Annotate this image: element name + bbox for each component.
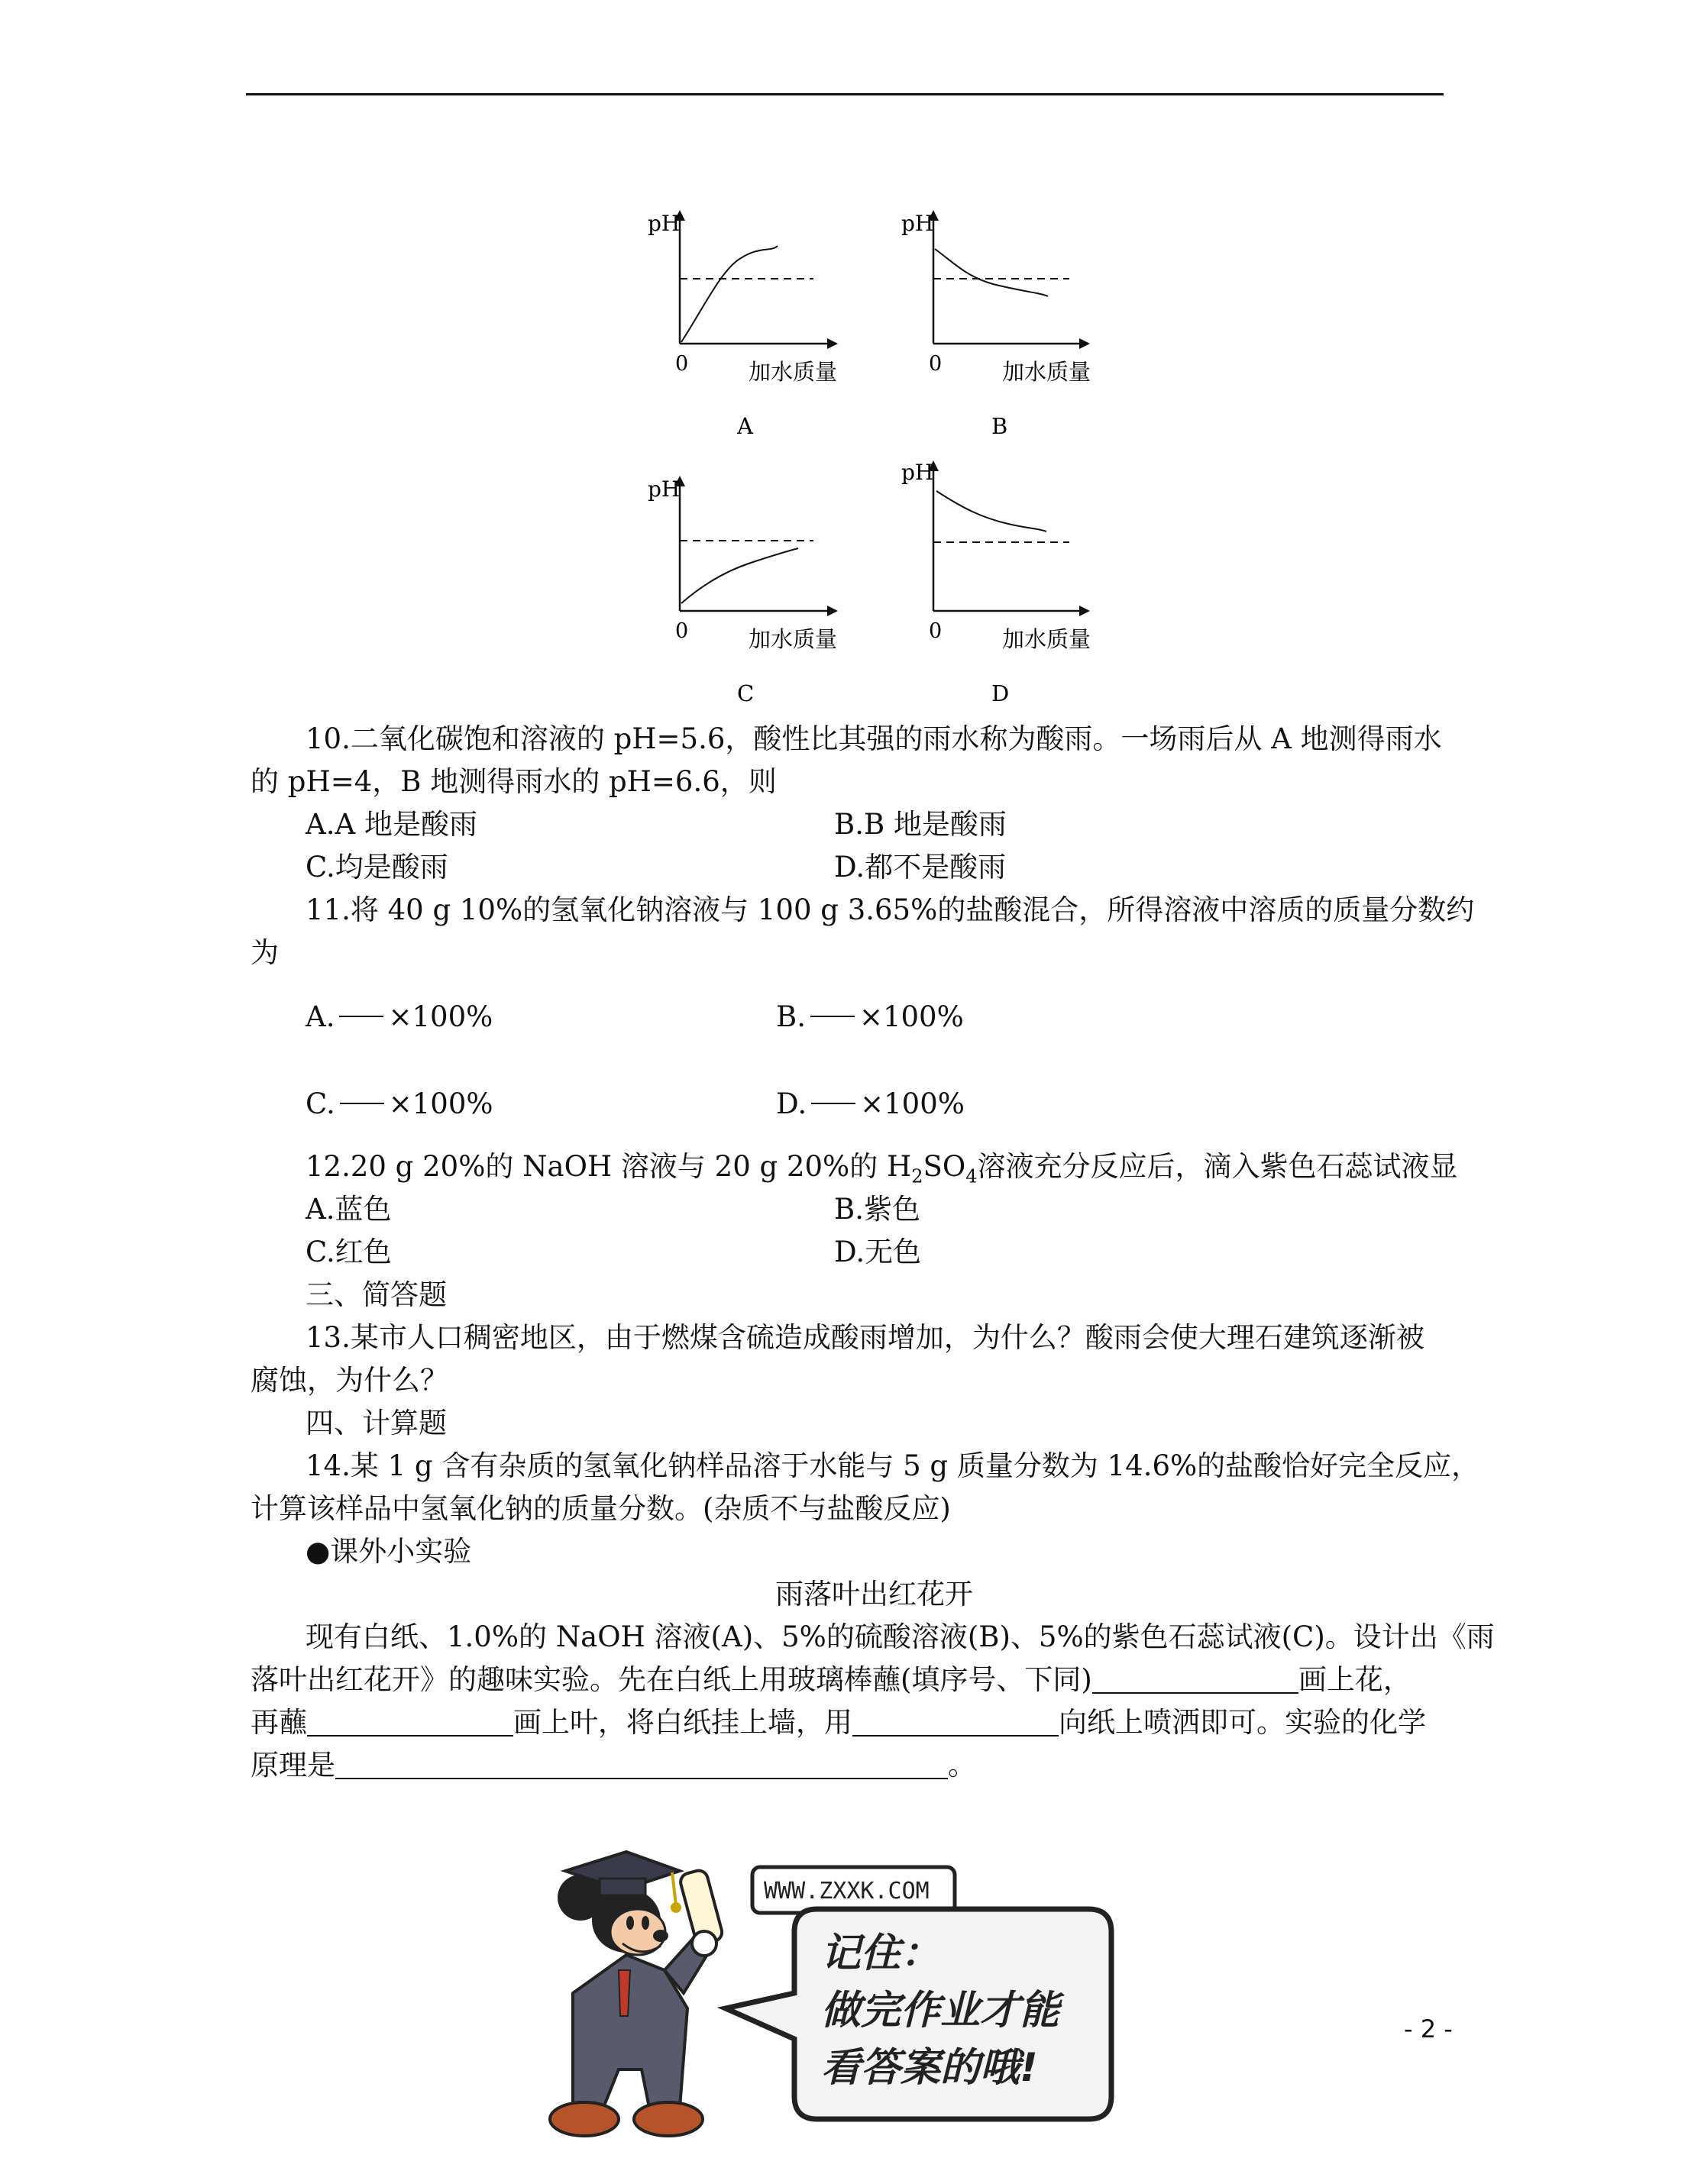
q12-option-a: A.蓝色 [306, 1193, 392, 1226]
q11-option-c-suffix: ×100% [388, 1087, 493, 1120]
graph-c-origin: 0 [675, 619, 689, 643]
q12-stem [306, 1145, 1458, 1188]
q12-option-c: C.红色 [306, 1236, 392, 1268]
graph-b [901, 211, 1091, 439]
graph-b-x-label: 加水质量 [1002, 359, 1091, 385]
extra-line3-text: 再蘸 [251, 1706, 307, 1739]
graph-a-x-label: 加水质量 [749, 359, 838, 385]
speech-bubble [726, 1909, 1111, 2119]
blank-leaf[interactable] [307, 1704, 513, 1737]
q11-option-b-letter: B. [776, 1000, 806, 1033]
graph-d [901, 460, 1091, 706]
extra-heading: ●课外小实验 [306, 1535, 472, 1568]
ph-graphs-figure [0, 0, 1688, 718]
q11-option-c [306, 1087, 493, 1120]
graph-b-panel-label: B [991, 413, 1008, 439]
q12-subscript-2: 2 [911, 1165, 923, 1187]
blank-principle[interactable] [335, 1747, 948, 1779]
q11-line2: 为 [251, 936, 279, 969]
q11-option-a [306, 1000, 493, 1033]
graph-d-y-label: pH [901, 460, 934, 485]
q10-option-d: D.都不是酸雨 [834, 851, 1007, 884]
graph-c [648, 477, 837, 706]
q10-line1: 10.二氧化碳饱和溶液的 pH=5.6，酸性比其强的雨水称为酸雨。一场雨后从 A 地测得雨水 [306, 722, 1442, 755]
bubble-line-2: 做完作业才能 [821, 1988, 1060, 2034]
graph-a-curve [681, 246, 778, 342]
q13-line1: 13.某市人口稠密地区，由于燃煤含硫造成酸雨增加，为什么？酸雨会使大理石建筑逐渐被 [306, 1321, 1424, 1354]
extra-line4-tail: 。 [948, 1749, 976, 1782]
q10-option-c: C.均是酸雨 [306, 851, 448, 884]
q12-option-b: B.紫色 [834, 1193, 920, 1226]
graph-a-y-label: pH [648, 211, 681, 236]
q11-option-c-letter: C. [306, 1087, 335, 1120]
extra-line4 [251, 1744, 976, 1787]
extra-line2 [251, 1659, 1412, 1701]
mouse-graduate-illustration [550, 1852, 724, 2136]
extra-line3-tail: 向纸上喷洒即可。实验的化学 [1059, 1706, 1426, 1739]
extra-line1: 现有白纸、1.0%的 NaOH 溶液(A)、5%的硫酸溶液(B)、5%的紫色石蕊试液(C)。设计出《雨 [306, 1620, 1495, 1653]
q11-option-d-letter: D. [776, 1087, 807, 1120]
q11-option-a-suffix: ×100% [388, 1000, 493, 1033]
section-4-heading: 四、计算题 [306, 1407, 447, 1439]
q11-option-b-suffix: ×100% [859, 1000, 964, 1033]
q14-line1: 14.某 1 g 含有杂质的氢氧化钠样品溶于水能与 5 g 质量分数为 14.6%的盐酸恰好完全反应， [306, 1449, 1480, 1482]
graph-d-x-label: 加水质量 [1002, 626, 1091, 652]
extra-title: 雨落叶出红花开 [775, 1578, 973, 1611]
extra-line2-tail: 画上花， [1298, 1663, 1412, 1696]
blank-spray[interactable] [852, 1704, 1059, 1737]
graph-d-curve [936, 491, 1046, 531]
extra-line4-text: 原理是 [251, 1749, 335, 1782]
graph-b-y-label: pH [901, 211, 934, 236]
graph-a [648, 211, 837, 439]
q11-option-d-fraction-bar [811, 1103, 855, 1104]
q11-line1: 11.将 40 g 10%的氢氧化钠溶液与 100 g 3.65%的盐酸混合，所得溶液中溶质的质量分数约 [306, 893, 1475, 926]
url-sign [752, 1867, 955, 1913]
q12-stem-part1: 12.20 g 20%的 NaOH 溶液与 20 g 20%的 H [306, 1150, 912, 1183]
graph-b-origin: 0 [929, 352, 943, 376]
url-text: WWW.ZXXK.COM [764, 1878, 930, 1905]
extra-line3 [251, 1701, 1426, 1744]
graph-c-x-label: 加水质量 [749, 626, 838, 652]
q11-option-d [776, 1087, 965, 1120]
bubble-line-1: 记住： [821, 1930, 941, 1976]
section-3-heading: 三、简答题 [306, 1278, 447, 1311]
q12-stem-part2: SO [923, 1150, 966, 1183]
graph-a-panel-label: A [737, 413, 753, 439]
graph-c-y-label: pH [648, 477, 681, 502]
page-number: - 2 - [1404, 2014, 1453, 2043]
q10-option-a: A.A 地是酸雨 [306, 808, 477, 841]
q11-option-a-letter: A. [306, 1000, 335, 1033]
q11-option-d-suffix: ×100% [860, 1087, 965, 1120]
graph-c-panel-label: C [737, 680, 755, 706]
q11-option-b-fraction-bar [810, 1016, 855, 1017]
q12-option-d: D.无色 [834, 1236, 922, 1268]
graph-c-curve [681, 548, 798, 603]
graph-b-curve [935, 249, 1048, 296]
extra-line2-text: 落叶出红花开》的趣味实验。先在白纸上用玻璃棒蘸(填序号、下同) [251, 1663, 1092, 1696]
blank-flower[interactable] [1092, 1662, 1298, 1694]
graph-d-origin: 0 [929, 619, 943, 643]
q11-option-a-fraction-bar [339, 1016, 383, 1017]
q11-option-c-fraction-bar [340, 1103, 384, 1104]
graph-d-panel-label: D [991, 680, 1010, 706]
graph-a-origin: 0 [675, 352, 689, 376]
q12-stem-part3: 溶液充分反应后，滴入紫色石蕊试液显 [977, 1150, 1458, 1183]
q13-line2: 腐蚀，为什么？ [251, 1364, 448, 1397]
q11-option-b [776, 1000, 964, 1033]
bubble-line-3: 看答案的哦! [821, 2045, 1038, 2091]
q12-subscript-4: 4 [965, 1165, 978, 1187]
q14-line2: 计算该样品中氢氧化钠的质量分数。(杂质不与盐酸反应) [251, 1492, 951, 1525]
q10-line2: 的 pH=4，B 地测得雨水的 pH=6.6，则 [251, 765, 777, 798]
reminder-cartoon [535, 1817, 1222, 2146]
extra-line3-mid: 画上叶，将白纸挂上墙，用 [513, 1706, 852, 1739]
q10-option-b: B.B 地是酸雨 [834, 808, 1007, 841]
